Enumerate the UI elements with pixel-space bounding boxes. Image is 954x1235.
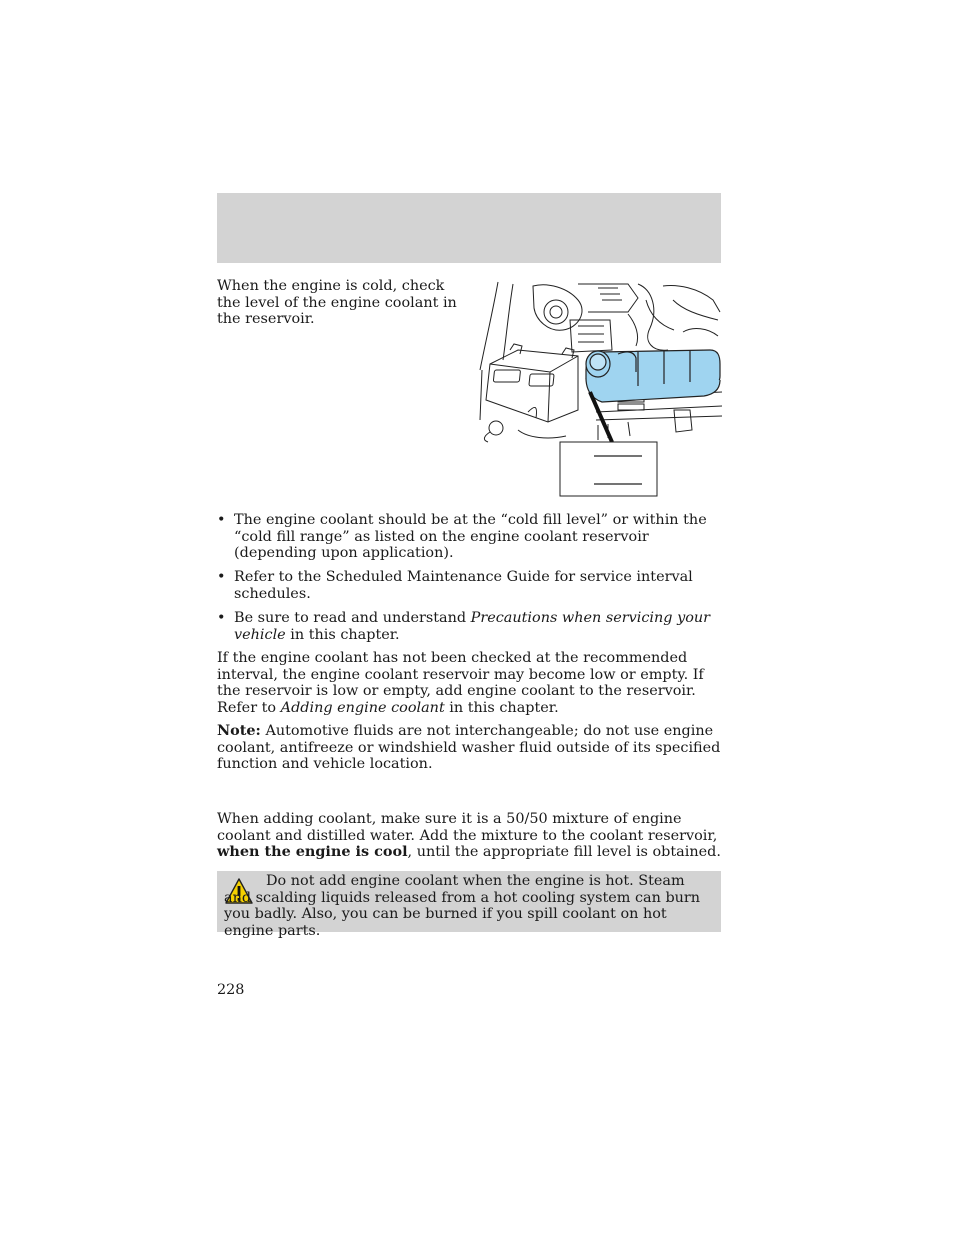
para1-text-before: If the engine coolant has not been checked at the recommended interval, the engine coolant reservoir may become low or empty. If the reservoir is low or empty, add engine coolant to the reservoir. Refer to bbox=[217, 650, 704, 716]
hot-engine-warning-box bbox=[217, 871, 721, 939]
bullet-text: The engine coolant should be at the “cold fill level” or within the “cold fill range” as listed on the engine coolant reservoir (depending upon application). bbox=[234, 512, 707, 562]
para1-text-after: in this chapter. bbox=[444, 699, 559, 716]
bullet-text-before: Be sure to read and understand bbox=[234, 609, 471, 626]
list-item bbox=[217, 512, 721, 562]
bullet-text: Refer to the Scheduled Maintenance Guide for service interval schedules. bbox=[234, 569, 693, 602]
intro-paragraph: When the engine is cold, check the level of the engine coolant in the reservoir. bbox=[217, 278, 457, 328]
bullet-mark: • bbox=[217, 569, 226, 586]
para3-text-after: , until the appropriate fill level is obtained. bbox=[407, 844, 721, 861]
adding-coolant-paragraph bbox=[217, 811, 723, 861]
precautions-reference: Precautions when servicing your vehicle bbox=[234, 609, 711, 643]
section-header-band bbox=[217, 193, 721, 263]
coolant-check-bullet-list bbox=[217, 512, 721, 651]
bullet-mark: • bbox=[217, 609, 226, 626]
warning-text: Do not add engine coolant when the engine is hot. Steam and scalding liquids released from a hot cooling system can burn you badly. Also, you can be burned if you spill coolant on hot engine parts. bbox=[224, 873, 701, 939]
list-item bbox=[217, 610, 721, 643]
para3-text-before: When adding coolant, make sure it is a 50/50 mixture of engine coolant and distilled water. Add the mixture to the coolant reservoir, bbox=[217, 811, 718, 844]
low-coolant-paragraph bbox=[217, 650, 723, 716]
bullet-text-after: in this chapter. bbox=[285, 626, 400, 643]
note-paragraph bbox=[217, 723, 723, 773]
note-text: Automotive fluids are not interchangeable; do not use engine coolant, antifreeze or windshield washer fluid outside of its specified function and vehicle location. bbox=[217, 723, 721, 773]
list-item bbox=[217, 569, 721, 602]
engine-cool-emphasis: when the engine is cool bbox=[217, 843, 408, 861]
adding-coolant-reference: Adding engine coolant bbox=[280, 699, 445, 716]
engine-compartment-illustration bbox=[478, 280, 722, 498]
note-label: Note: bbox=[217, 722, 261, 739]
page-number: 228 bbox=[217, 982, 245, 998]
bullet-mark: • bbox=[217, 512, 226, 528]
